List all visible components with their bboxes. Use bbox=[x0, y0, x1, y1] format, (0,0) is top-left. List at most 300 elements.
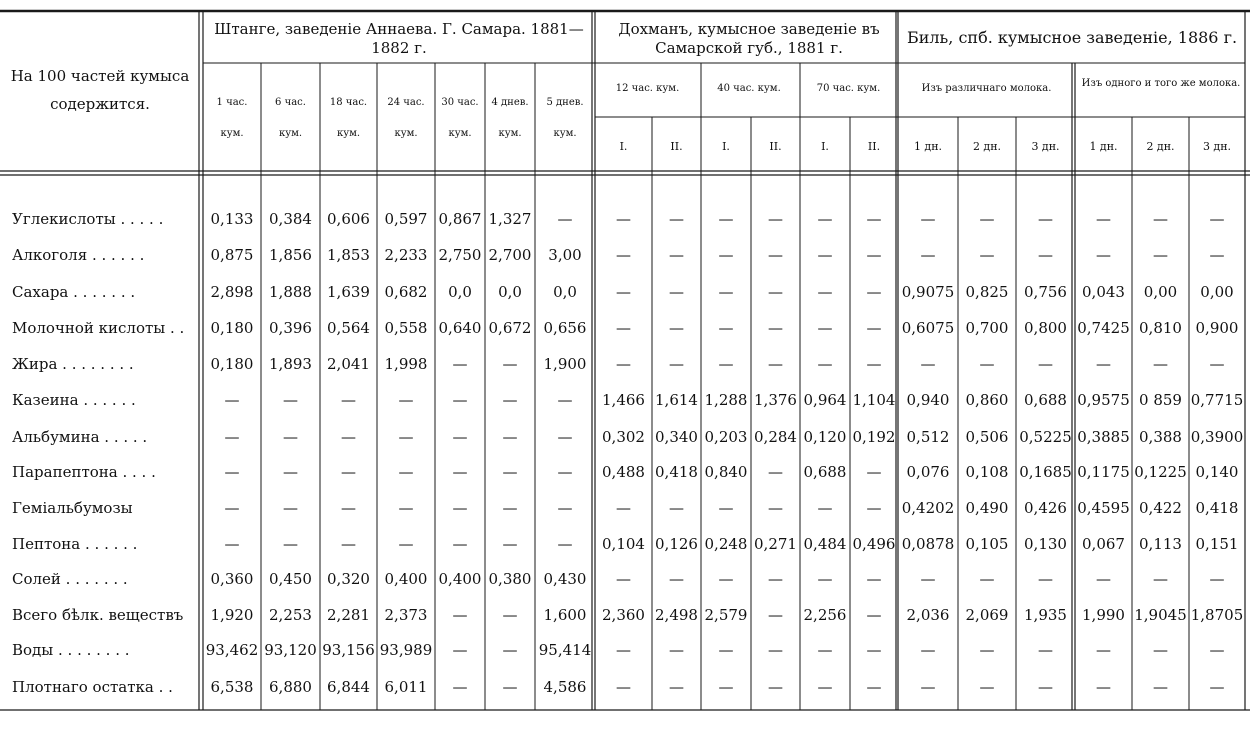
table-cell: — bbox=[1038, 641, 1053, 659]
table-cell: — bbox=[452, 499, 468, 517]
stange-col-2-top: 18 час. bbox=[329, 97, 368, 108]
table-cell: — bbox=[669, 570, 684, 588]
table-cell: 0,9575 bbox=[1077, 391, 1130, 409]
table-cell: — bbox=[502, 391, 518, 409]
table-cell: 0,284 bbox=[754, 428, 797, 446]
table-cell: 0,506 bbox=[965, 428, 1009, 446]
leaf-col-8: 3 дн. bbox=[1031, 140, 1060, 153]
table-cell: — bbox=[1209, 678, 1225, 696]
table-cell: — bbox=[866, 283, 882, 301]
table-cell: — bbox=[452, 641, 468, 659]
row-label: Солей . . . . . . . bbox=[12, 570, 128, 588]
table-cell: 0,130 bbox=[1024, 535, 1067, 553]
row-label: Воды . . . . . . . . bbox=[12, 641, 130, 659]
table-cell: 0,340 bbox=[655, 428, 698, 446]
table-cell: — bbox=[502, 678, 518, 696]
table-cell: 0,043 bbox=[1082, 283, 1125, 301]
table-cell: 0,7425 bbox=[1077, 319, 1130, 337]
table-cell: — bbox=[452, 678, 468, 696]
table-cell: 0,6075 bbox=[901, 319, 955, 337]
table-cell: — bbox=[616, 210, 631, 228]
table-cell: 0,688 bbox=[803, 463, 847, 481]
table-cell: — bbox=[669, 355, 684, 373]
table-cell: — bbox=[616, 678, 631, 696]
table-cell: 1,998 bbox=[384, 355, 428, 373]
table-cell: 1,376 bbox=[754, 391, 797, 409]
table-cell: 0,422 bbox=[1139, 499, 1182, 517]
table-cell: — bbox=[718, 570, 734, 588]
table-cell: — bbox=[817, 355, 833, 373]
table-cell: — bbox=[1209, 355, 1225, 373]
leaf-col-3: II. bbox=[769, 140, 782, 153]
row-label: Геміальбумозы bbox=[12, 499, 133, 517]
table-cell: — bbox=[341, 391, 356, 409]
table-cell: 95,414 bbox=[538, 641, 592, 659]
leaf-col-2: I. bbox=[722, 140, 730, 153]
table-cell: — bbox=[768, 570, 783, 588]
table-cell: — bbox=[616, 641, 631, 659]
table-cell: — bbox=[1153, 210, 1168, 228]
table-cell: 2,036 bbox=[906, 606, 950, 624]
subgroup-mixed-milk bbox=[900, 84, 1073, 94]
table-cell: 0,490 bbox=[965, 499, 1009, 517]
table-cell: 0,248 bbox=[704, 535, 748, 553]
stange-col-1-top: 6 час. bbox=[275, 97, 306, 108]
table-cell: — bbox=[557, 210, 573, 228]
row-label: Сахара . . . . . . . bbox=[12, 283, 136, 301]
table-cell: 0,418 bbox=[655, 463, 698, 481]
table-cell: — bbox=[669, 678, 684, 696]
table-cell: — bbox=[502, 499, 518, 517]
table-cell: 0,875 bbox=[210, 246, 254, 264]
table-cell: 0,067 bbox=[1082, 535, 1125, 553]
table-cell: — bbox=[718, 499, 734, 517]
table-cell: — bbox=[718, 246, 734, 264]
table-cell: — bbox=[979, 355, 995, 373]
subgroup-40h-label: 40 час. кум. bbox=[717, 83, 781, 94]
table-cell: — bbox=[768, 210, 783, 228]
table-cell: 93,989 bbox=[379, 641, 433, 659]
table-cell: — bbox=[1096, 210, 1111, 228]
stange-col-3-bottom: кум. bbox=[394, 128, 418, 139]
table-cell: 1,600 bbox=[543, 606, 587, 624]
row-label: Пептона . . . . . . bbox=[12, 535, 138, 553]
table-cell: — bbox=[616, 355, 631, 373]
table-cell: — bbox=[866, 319, 882, 337]
table-cell: 0,113 bbox=[1139, 535, 1182, 553]
table-cell: — bbox=[979, 210, 995, 228]
table-cell: — bbox=[768, 641, 783, 659]
subgroup-70h bbox=[800, 84, 897, 94]
table-cell: 1,893 bbox=[269, 355, 312, 373]
table-cell: — bbox=[1038, 355, 1053, 373]
table-cell: 0,192 bbox=[852, 428, 896, 446]
leaf-col-7: 2 дн. bbox=[972, 140, 1002, 153]
table-cell: — bbox=[1096, 355, 1111, 373]
table-cell: — bbox=[283, 535, 298, 553]
row-label: Углекислоты . . . . . bbox=[12, 210, 164, 228]
stange-col-4-bottom: кум. bbox=[448, 128, 472, 139]
table-cell: 0,3885 bbox=[1077, 428, 1130, 446]
table-cell: — bbox=[768, 499, 783, 517]
leaf-col-1: II. bbox=[670, 140, 683, 153]
row-label: Плотнаго остатка . . bbox=[12, 678, 173, 696]
table-cell: 0,104 bbox=[602, 535, 645, 553]
table-cell: 0,388 bbox=[1139, 428, 1182, 446]
stange-col-6-top: 5 днев. bbox=[546, 97, 584, 108]
table-cell: — bbox=[283, 499, 298, 517]
table-cell: — bbox=[718, 355, 734, 373]
table-cell: 0,512 bbox=[906, 428, 950, 446]
table-cell: 6,844 bbox=[327, 678, 370, 696]
table-cell: — bbox=[817, 641, 833, 659]
table-cell: — bbox=[398, 499, 414, 517]
table-cell: 0,3900 bbox=[1190, 428, 1244, 446]
table-cell: — bbox=[669, 499, 684, 517]
table-cell: 1,614 bbox=[655, 391, 698, 409]
table-cell: — bbox=[817, 283, 833, 301]
table-cell: — bbox=[452, 391, 468, 409]
table-cell: 2,750 bbox=[438, 246, 482, 264]
table-cell: — bbox=[341, 428, 356, 446]
table-cell: 2,700 bbox=[488, 246, 532, 264]
table-cell: 0,180 bbox=[210, 355, 254, 373]
table-cell: 0,7715 bbox=[1190, 391, 1244, 409]
table-cell: 0,076 bbox=[906, 463, 950, 481]
table-cell: — bbox=[557, 391, 573, 409]
table-cell: 6,011 bbox=[384, 678, 428, 696]
table-cell: — bbox=[398, 535, 414, 553]
table-cell: — bbox=[979, 641, 995, 659]
table-cell: — bbox=[866, 210, 882, 228]
table-cell: — bbox=[452, 355, 468, 373]
leaf-col-0: I. bbox=[619, 140, 628, 153]
group-header-biel bbox=[900, 30, 1244, 46]
table-cell: 0,4595 bbox=[1077, 499, 1130, 517]
table-cell: — bbox=[768, 463, 783, 481]
table-cell: — bbox=[616, 570, 631, 588]
row-label: Алкоголя . . . . . . bbox=[12, 246, 145, 264]
table-cell: — bbox=[502, 428, 518, 446]
table-cell: 0,0 bbox=[498, 283, 522, 301]
leaf-col-10: 2 дн. bbox=[1146, 140, 1175, 153]
table-cell: — bbox=[1096, 570, 1111, 588]
table-cell: — bbox=[817, 246, 833, 264]
subgroup-same-milk-label: Изъ одного и того же молока. bbox=[1081, 78, 1241, 89]
table-cell: — bbox=[866, 678, 882, 696]
table-cell: 0,606 bbox=[327, 210, 370, 228]
leaf-col-9: 1 дн. bbox=[1089, 140, 1118, 153]
table-cell: — bbox=[768, 678, 783, 696]
table-cell: — bbox=[920, 246, 936, 264]
table-cell: 2,373 bbox=[384, 606, 428, 624]
table-cell: 2,498 bbox=[655, 606, 698, 624]
table-cell: — bbox=[866, 355, 882, 373]
stub-header-text: На 100 частей кумыса содержится. bbox=[10, 67, 190, 113]
table-cell: 2,233 bbox=[384, 246, 428, 264]
table-cell: 1,888 bbox=[269, 283, 312, 301]
table-cell: 1,9045 bbox=[1134, 606, 1187, 624]
table-cell: 0,0878 bbox=[901, 535, 955, 553]
table-cell: — bbox=[979, 678, 995, 696]
table-cell: 0,126 bbox=[655, 535, 698, 553]
table-cell: 1,466 bbox=[602, 391, 645, 409]
table-cell: 1,920 bbox=[210, 606, 254, 624]
table-cell: 3,00 bbox=[548, 246, 582, 264]
table-cell: — bbox=[669, 319, 684, 337]
table-cell: — bbox=[920, 210, 936, 228]
table-cell: — bbox=[768, 246, 783, 264]
table-cell: 0,900 bbox=[1195, 319, 1239, 337]
table-cell: 1,639 bbox=[327, 283, 370, 301]
table-cell: 2,360 bbox=[602, 606, 645, 624]
group-header-dochmann bbox=[604, 20, 894, 58]
table-cell: 0,656 bbox=[543, 319, 587, 337]
subgroup-40h bbox=[700, 84, 798, 94]
table-cell: 0,396 bbox=[269, 319, 312, 337]
table-cell: — bbox=[669, 641, 684, 659]
table-cell: 0,484 bbox=[803, 535, 847, 553]
table-cell: — bbox=[557, 428, 573, 446]
table-cell: — bbox=[341, 499, 356, 517]
table-cell: 0,1175 bbox=[1077, 463, 1130, 481]
leaf-col-4: I. bbox=[821, 140, 829, 153]
table-cell: — bbox=[718, 283, 734, 301]
table-cell: 0,1685 bbox=[1019, 463, 1072, 481]
table-cell: — bbox=[669, 283, 684, 301]
table-cell: 0,418 bbox=[1195, 499, 1239, 517]
table-cell: — bbox=[616, 319, 631, 337]
table-cell: — bbox=[817, 678, 833, 696]
table-cell: — bbox=[1209, 570, 1225, 588]
table-cell: 0,496 bbox=[852, 535, 896, 553]
table-cell: — bbox=[1209, 246, 1225, 264]
table-cell: 0,430 bbox=[543, 570, 587, 588]
table-cell: — bbox=[866, 606, 882, 624]
table-cell: — bbox=[768, 606, 783, 624]
table-cell: — bbox=[502, 535, 518, 553]
table-cell: 0,108 bbox=[965, 463, 1009, 481]
leaf-col-11: 3 дн. bbox=[1202, 140, 1232, 153]
table-cell: — bbox=[866, 463, 882, 481]
table-cell: — bbox=[979, 246, 995, 264]
table-cell: 0,488 bbox=[602, 463, 645, 481]
table-cell: — bbox=[502, 355, 518, 373]
table-cell: — bbox=[768, 283, 783, 301]
table-cell: — bbox=[616, 499, 631, 517]
table-cell: 0,133 bbox=[210, 210, 254, 228]
table-cell: 0,756 bbox=[1024, 283, 1067, 301]
table-cell: 0,597 bbox=[384, 210, 428, 228]
stange-col-4-top: 30 час. bbox=[441, 97, 479, 108]
subgroup-same-milk bbox=[1078, 78, 1244, 90]
table-cell: — bbox=[1209, 210, 1225, 228]
table-cell: — bbox=[768, 355, 783, 373]
table-cell: 1,104 bbox=[852, 391, 896, 409]
table-cell: — bbox=[866, 246, 882, 264]
table-cell: 0,320 bbox=[327, 570, 370, 588]
table-cell: 2,579 bbox=[704, 606, 748, 624]
group-title-stange: Штанге, заведеніе Аннаева. Г. Самара. 1881—1882 г. bbox=[214, 20, 584, 57]
table-cell: 0,558 bbox=[384, 319, 428, 337]
table-cell: — bbox=[718, 319, 734, 337]
table-cell: — bbox=[1153, 641, 1168, 659]
subgroup-mixed-milk-label: Изъ различнаго молока. bbox=[921, 83, 1052, 94]
table-cell: — bbox=[920, 570, 936, 588]
table-cell: 93,156 bbox=[322, 641, 375, 659]
table-cell: — bbox=[616, 246, 631, 264]
table-cell: — bbox=[1153, 355, 1168, 373]
table-cell: 0,400 bbox=[384, 570, 428, 588]
table-cell: 0,867 bbox=[438, 210, 482, 228]
table-cell: — bbox=[1096, 678, 1111, 696]
table-cell: 2,256 bbox=[803, 606, 847, 624]
table-cell: — bbox=[817, 570, 833, 588]
table-cell: 0,564 bbox=[327, 319, 370, 337]
table-cell: — bbox=[669, 210, 684, 228]
table-cell: — bbox=[1153, 570, 1168, 588]
subgroup-12h-label: 12 час. кум. bbox=[615, 83, 680, 94]
table-cell: — bbox=[718, 210, 734, 228]
table-cell: — bbox=[718, 641, 734, 659]
table-cell: 2,253 bbox=[269, 606, 312, 624]
table-cell: 0,450 bbox=[269, 570, 312, 588]
table-cell: 0,800 bbox=[1024, 319, 1067, 337]
table-cell: — bbox=[452, 463, 468, 481]
table-cell: — bbox=[502, 641, 518, 659]
table-cell: 0,302 bbox=[602, 428, 645, 446]
stange-col-5-bottom: кум. bbox=[498, 128, 522, 139]
table-cell: — bbox=[398, 428, 414, 446]
table-cell: — bbox=[557, 463, 573, 481]
stange-col-1-bottom: кум. bbox=[278, 128, 303, 139]
table-cell: 1,8705 bbox=[1190, 606, 1244, 624]
table-cell: 0,4202 bbox=[901, 499, 955, 517]
group-title-biel: Биль, спб. кумысное заведеніе, 1886 г. bbox=[906, 28, 1238, 47]
table-cell: — bbox=[502, 463, 518, 481]
table-cell: — bbox=[398, 391, 414, 409]
stange-col-0-top: 1 час. bbox=[216, 97, 248, 108]
table-cell: 0,860 bbox=[965, 391, 1009, 409]
table-cell: 0,810 bbox=[1139, 319, 1182, 337]
table-cell: — bbox=[920, 355, 936, 373]
table-cell: — bbox=[669, 246, 684, 264]
table-cell: 0,5225 bbox=[1019, 428, 1072, 446]
table-cell: 0,940 bbox=[906, 391, 950, 409]
table-cell: — bbox=[452, 428, 468, 446]
table-cell: — bbox=[224, 499, 240, 517]
table-cell: 0,825 bbox=[965, 283, 1009, 301]
subgroup-12h bbox=[597, 84, 698, 94]
table-cell: 0,672 bbox=[488, 319, 532, 337]
table-cell: 1,900 bbox=[543, 355, 587, 373]
table-cell: — bbox=[1038, 570, 1053, 588]
table-cell: 1,935 bbox=[1024, 606, 1067, 624]
table-cell: 0,9075 bbox=[901, 283, 955, 301]
table-cell: — bbox=[283, 391, 298, 409]
row-label: Жира . . . . . . . . bbox=[12, 355, 134, 373]
stub-header bbox=[0, 62, 200, 118]
table-cell: 1,853 bbox=[327, 246, 370, 264]
table-cell: 0,380 bbox=[488, 570, 532, 588]
leaf-col-5: II. bbox=[867, 140, 881, 153]
stange-col-3-top: 24 час. bbox=[387, 97, 425, 108]
table-cell: 0,426 bbox=[1024, 499, 1067, 517]
table-cell: 0,682 bbox=[384, 283, 428, 301]
table-cell: 0,271 bbox=[754, 535, 797, 553]
table-cell: — bbox=[1153, 678, 1168, 696]
table-cell: 2,898 bbox=[210, 283, 254, 301]
table-cell: 1,288 bbox=[704, 391, 748, 409]
table-cell: — bbox=[398, 463, 414, 481]
table-cell: 93,120 bbox=[264, 641, 317, 659]
table-cell: — bbox=[1038, 210, 1053, 228]
table-cell: — bbox=[616, 283, 631, 301]
row-label: Альбумина . . . . . bbox=[12, 428, 148, 446]
table-cell: — bbox=[979, 570, 995, 588]
table-cell: 0,180 bbox=[210, 319, 254, 337]
table-cell: 1,990 bbox=[1082, 606, 1125, 624]
stange-col-2-bottom: кум. bbox=[336, 128, 361, 139]
table-cell: 0,840 bbox=[704, 463, 748, 481]
table-cell: — bbox=[768, 319, 783, 337]
table-cell: 0,360 bbox=[210, 570, 254, 588]
table-cell: — bbox=[866, 499, 882, 517]
table-cell: — bbox=[718, 678, 734, 696]
table-cell: 0,384 bbox=[269, 210, 312, 228]
table-cell: 0,0 bbox=[553, 283, 577, 301]
table-cell: — bbox=[1038, 678, 1053, 696]
table-cell: — bbox=[224, 428, 240, 446]
table-cell: 2,069 bbox=[965, 606, 1009, 624]
stange-col-6-bottom: кум. bbox=[553, 128, 577, 139]
table-cell: 0,0 bbox=[448, 283, 472, 301]
table-cell: 0,964 bbox=[803, 391, 847, 409]
table-cell: — bbox=[920, 641, 936, 659]
table-cell: — bbox=[557, 535, 573, 553]
table-cell: — bbox=[1153, 246, 1168, 264]
leaf-col-6: 1 дн. bbox=[913, 140, 943, 153]
table-cell: — bbox=[341, 463, 356, 481]
table-cell: 0,00 bbox=[1200, 283, 1234, 301]
table-cell: 6,880 bbox=[269, 678, 312, 696]
table-cell: 0,1225 bbox=[1134, 463, 1187, 481]
table-cell: 0,400 bbox=[438, 570, 482, 588]
table-cell: — bbox=[283, 463, 298, 481]
table-cell: — bbox=[817, 499, 833, 517]
table-cell: 0,151 bbox=[1195, 535, 1239, 553]
stange-col-5-top: 4 днев. bbox=[491, 97, 529, 108]
table-cell: — bbox=[1038, 246, 1053, 264]
table-cell: — bbox=[452, 606, 468, 624]
table-cell: 4,586 bbox=[543, 678, 587, 696]
row-label: Казеина . . . . . . bbox=[12, 391, 136, 409]
row-label: Парапептона . . . . bbox=[12, 463, 156, 481]
table-cell: 0,203 bbox=[704, 428, 748, 446]
stange-col-0-bottom: кум. bbox=[220, 128, 244, 139]
table-cell: 0 859 bbox=[1139, 391, 1182, 409]
table-cell: — bbox=[452, 535, 468, 553]
table-cell: 0,120 bbox=[803, 428, 847, 446]
table-cell: 1,856 bbox=[269, 246, 312, 264]
table-cell: — bbox=[283, 428, 298, 446]
table-cell: 0,00 bbox=[1143, 283, 1178, 301]
table-cell: 0,105 bbox=[965, 535, 1009, 553]
table-cell: — bbox=[224, 463, 240, 481]
table-cell: 1,327 bbox=[488, 210, 532, 228]
table-cell: 0,140 bbox=[1195, 463, 1239, 481]
group-title-dochmann: Дохманъ, кумысное заведеніе въ Самарской губ., 1881 г. bbox=[618, 20, 880, 57]
